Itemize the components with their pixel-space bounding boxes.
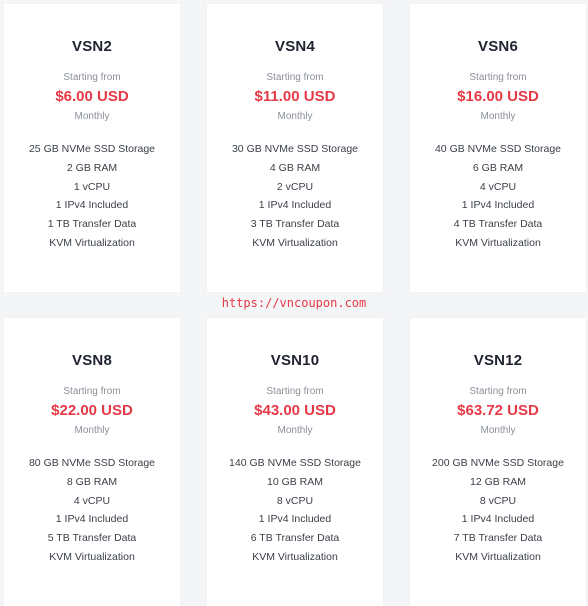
- feature-storage: 25 GB NVMe SSD Storage: [28, 143, 156, 155]
- feature-cpu: 4 vCPU: [73, 494, 111, 507]
- feature-virtualization: KVM Virtualization: [455, 550, 541, 563]
- feature-ram: 4 GB RAM: [269, 161, 321, 174]
- plan-card-vsn10[interactable]: [207, 318, 383, 606]
- starting-from-label: Starting from: [266, 72, 324, 83]
- feature-list: [4, 454, 180, 567]
- feature-transfer: 1 TB Transfer Data: [47, 218, 137, 231]
- billing-cycle: Monthly: [480, 111, 516, 122]
- starting-from-label: Starting from: [63, 386, 121, 397]
- feature-storage: 40 GB NVMe SSD Storage: [434, 143, 562, 155]
- plan-name: VSN6: [478, 38, 518, 55]
- feature-transfer: 6 TB Transfer Data: [250, 532, 340, 545]
- plan-card-vsn8[interactable]: [4, 318, 180, 606]
- feature-transfer: 7 TB Transfer Data: [453, 532, 543, 545]
- feature-list: [410, 140, 586, 253]
- plan-price: $16.00 USD: [457, 88, 539, 105]
- starting-from-label: Starting from: [266, 386, 324, 397]
- feature-ipv4: 1 IPv4 Included: [55, 199, 129, 212]
- feature-ram: 6 GB RAM: [472, 161, 524, 174]
- feature-storage: 80 GB NVMe SSD Storage: [28, 457, 156, 469]
- feature-ipv4: 1 IPv4 Included: [461, 513, 535, 526]
- feature-transfer: 4 TB Transfer Data: [453, 218, 543, 231]
- plan-price: $63.72 USD: [457, 402, 539, 419]
- feature-cpu: 8 vCPU: [479, 494, 517, 507]
- plan-card-vsn6[interactable]: [410, 4, 586, 292]
- feature-list: [207, 454, 383, 567]
- plan-card-vsn4[interactable]: [207, 4, 383, 292]
- feature-virtualization: KVM Virtualization: [252, 550, 338, 563]
- watermark-url: https://vncoupon.com: [221, 296, 367, 310]
- feature-storage: 200 GB NVMe SSD Storage: [432, 457, 564, 469]
- feature-list: [207, 140, 383, 253]
- plan-price: $6.00 USD: [55, 88, 129, 105]
- billing-cycle: Monthly: [277, 425, 313, 436]
- plan-price: $11.00 USD: [254, 88, 336, 105]
- feature-cpu: 2 vCPU: [276, 180, 314, 193]
- feature-ipv4: 1 IPv4 Included: [258, 513, 332, 526]
- plan-name: VSN12: [473, 352, 523, 369]
- plan-price: $22.00 USD: [51, 402, 133, 419]
- feature-cpu: 1 vCPU: [73, 180, 111, 193]
- feature-ram: 12 GB RAM: [469, 475, 527, 488]
- feature-ram: 10 GB RAM: [266, 475, 324, 488]
- billing-cycle: Monthly: [277, 111, 313, 122]
- feature-virtualization: KVM Virtualization: [252, 236, 338, 249]
- feature-virtualization: KVM Virtualization: [455, 236, 541, 249]
- billing-cycle: Monthly: [74, 425, 110, 436]
- feature-ipv4: 1 IPv4 Included: [55, 513, 129, 526]
- plan-card-vsn12[interactable]: [410, 318, 586, 606]
- plan-name: VSN4: [275, 38, 315, 55]
- feature-cpu: 8 vCPU: [276, 494, 314, 507]
- starting-from-label: Starting from: [469, 72, 527, 83]
- feature-storage: 30 GB NVMe SSD Storage: [231, 143, 359, 155]
- feature-list: [410, 454, 586, 567]
- feature-transfer: 3 TB Transfer Data: [250, 218, 340, 231]
- starting-from-label: Starting from: [469, 386, 527, 397]
- billing-cycle: Monthly: [480, 425, 516, 436]
- plan-name: VSN2: [72, 38, 112, 55]
- feature-storage: 140 GB NVMe SSD Storage: [229, 457, 361, 469]
- feature-transfer: 5 TB Transfer Data: [47, 532, 137, 545]
- feature-ipv4: 1 IPv4 Included: [461, 199, 535, 212]
- starting-from-label: Starting from: [63, 72, 121, 83]
- plan-name: VSN10: [270, 352, 320, 369]
- feature-ipv4: 1 IPv4 Included: [258, 199, 332, 212]
- feature-ram: 2 GB RAM: [66, 161, 118, 174]
- feature-ram: 8 GB RAM: [66, 475, 118, 488]
- plan-card-vsn2[interactable]: [4, 4, 180, 292]
- plan-name: VSN8: [72, 352, 112, 369]
- feature-cpu: 4 vCPU: [479, 180, 517, 193]
- feature-virtualization: KVM Virtualization: [49, 236, 135, 249]
- plan-price: $43.00 USD: [254, 402, 336, 419]
- feature-list: [4, 140, 180, 253]
- billing-cycle: Monthly: [74, 111, 110, 122]
- feature-virtualization: KVM Virtualization: [49, 550, 135, 563]
